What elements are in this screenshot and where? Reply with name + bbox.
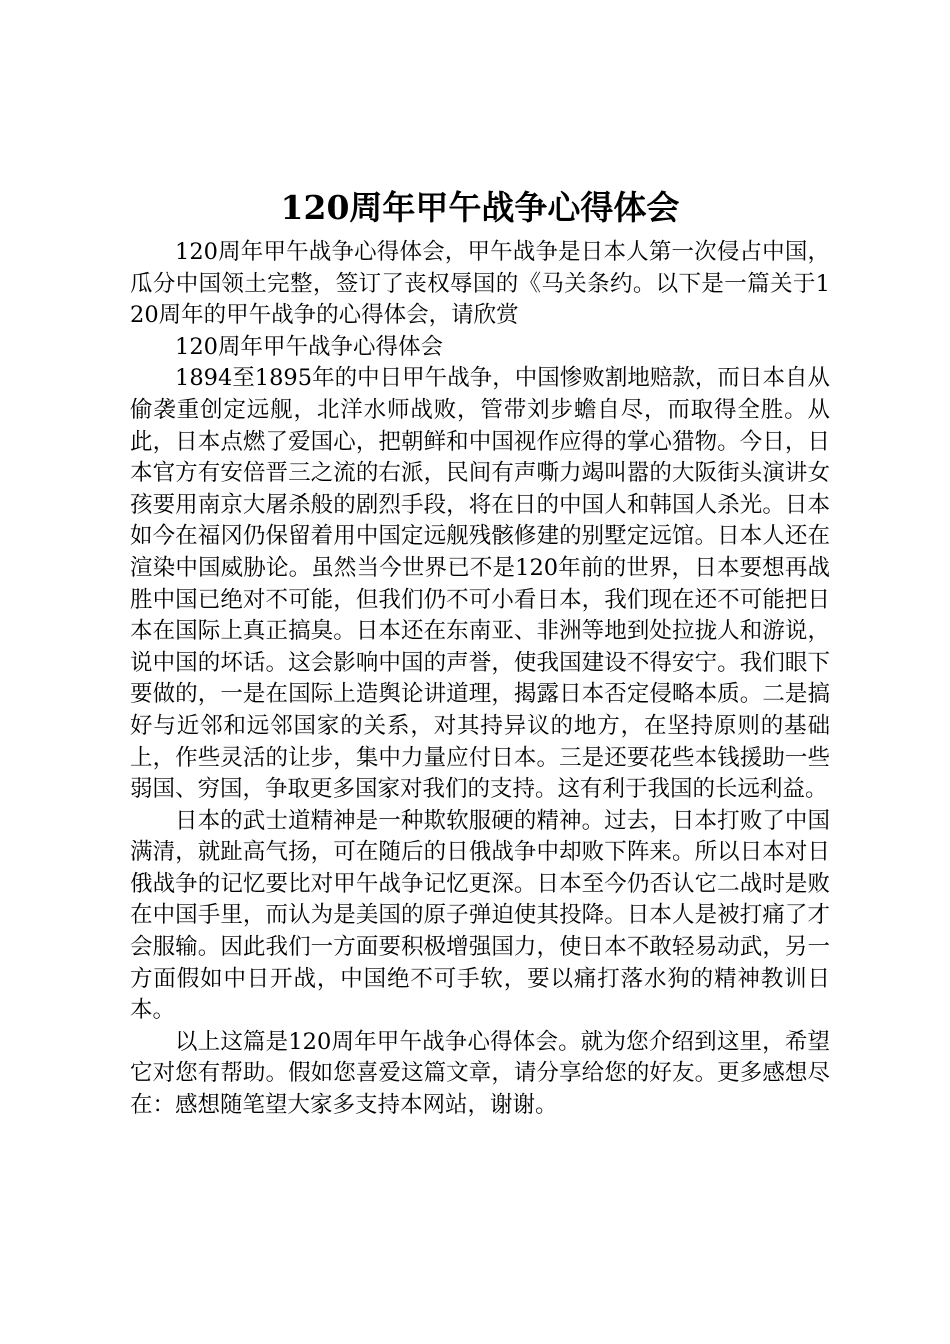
closing-paragraph: 以上这篇是120周年甲午战争心得体会。就为您介绍到这里，希望它对您有帮助。假如您喜爱这篇文章，请分享给您的好友。更多感想尽在：感想随笔望大家多支持本网站，谢谢。 (130, 1028, 830, 1119)
document-title: 120周年甲午战争心得体会 (280, 188, 680, 227)
body-paragraph-bushido: 日本的武士道精神是一种欺软服硬的精神。过去，日本打败了中国满清，就趾高气扬，可在随后的日俄战争中却败下阵来。所以日本对日俄战争的记忆要比对甲午战争记忆更深。日本至今仍否认它二战时是败在中国手里，而认为是美国的原子弹迫使其投降。日本人是被打痛了才会服输。因此我们一方面要积极增强国力，使日本不敢轻易动武，另一方面假如中日开战，中国绝不可手软，要以痛打落水狗的精神教训日本。 (130, 807, 830, 1024)
intro-paragraph: 120周年甲午战争心得体会，甲午战争是日本人第一次侵占中国，瓜分中国领土完整，签订了丧权辱国的《马关条约。以下是一篇关于120周年的甲午战争的心得体会，请欣赏 (130, 239, 830, 329)
body-paragraph-history: 1894至1895年的中日甲午战争，中国惨败割地赔款，而日本自从偷袭重创定远舰，北洋水师战败，管带刘步蟾自尽，而取得全胜。从此，日本点燃了爱国心，把朝鲜和中国视作应得的掌心猎物。今日，日本官方有安倍晋三之流的右派，民间有声嘶力竭叫嚣的大阪街头演讲女孩要用南京大屠杀般的剧烈手段，将在日的中国人和韩国人杀光。日本如今在福冈仍保留着用中国定远舰残骸修建的别墅定远馆。日本人还在渲染中国威胁论。虽然当今世界已不是120年前的世界，日本要想再战胜中国已绝对不可能，但我们仍不可小看日本，我们现在还不可能把日本在国际上真正搞臭。日本还在东南亚、非洲等地到处拉拢人和游说，说中国的坏话。这会影响中国的声誉，使我国建设不得安宁。我们眼下要做的，一是在国际上造舆论讲道理，揭露日本否定侵略本质。二是搞好与近邻和远邻国家的关系，对其持异议的地方，在坚持原则的基础上，作些灵活的让步，集中力量应付日本。三是还要花些本钱援助一些弱国、穷国，争取更多国家对我们的支持。这有利于我国的长远利益。 (130, 365, 830, 803)
subtitle-paragraph: 120周年甲午战争心得体会 (175, 333, 443, 360)
document-page (130, 185, 830, 1122)
